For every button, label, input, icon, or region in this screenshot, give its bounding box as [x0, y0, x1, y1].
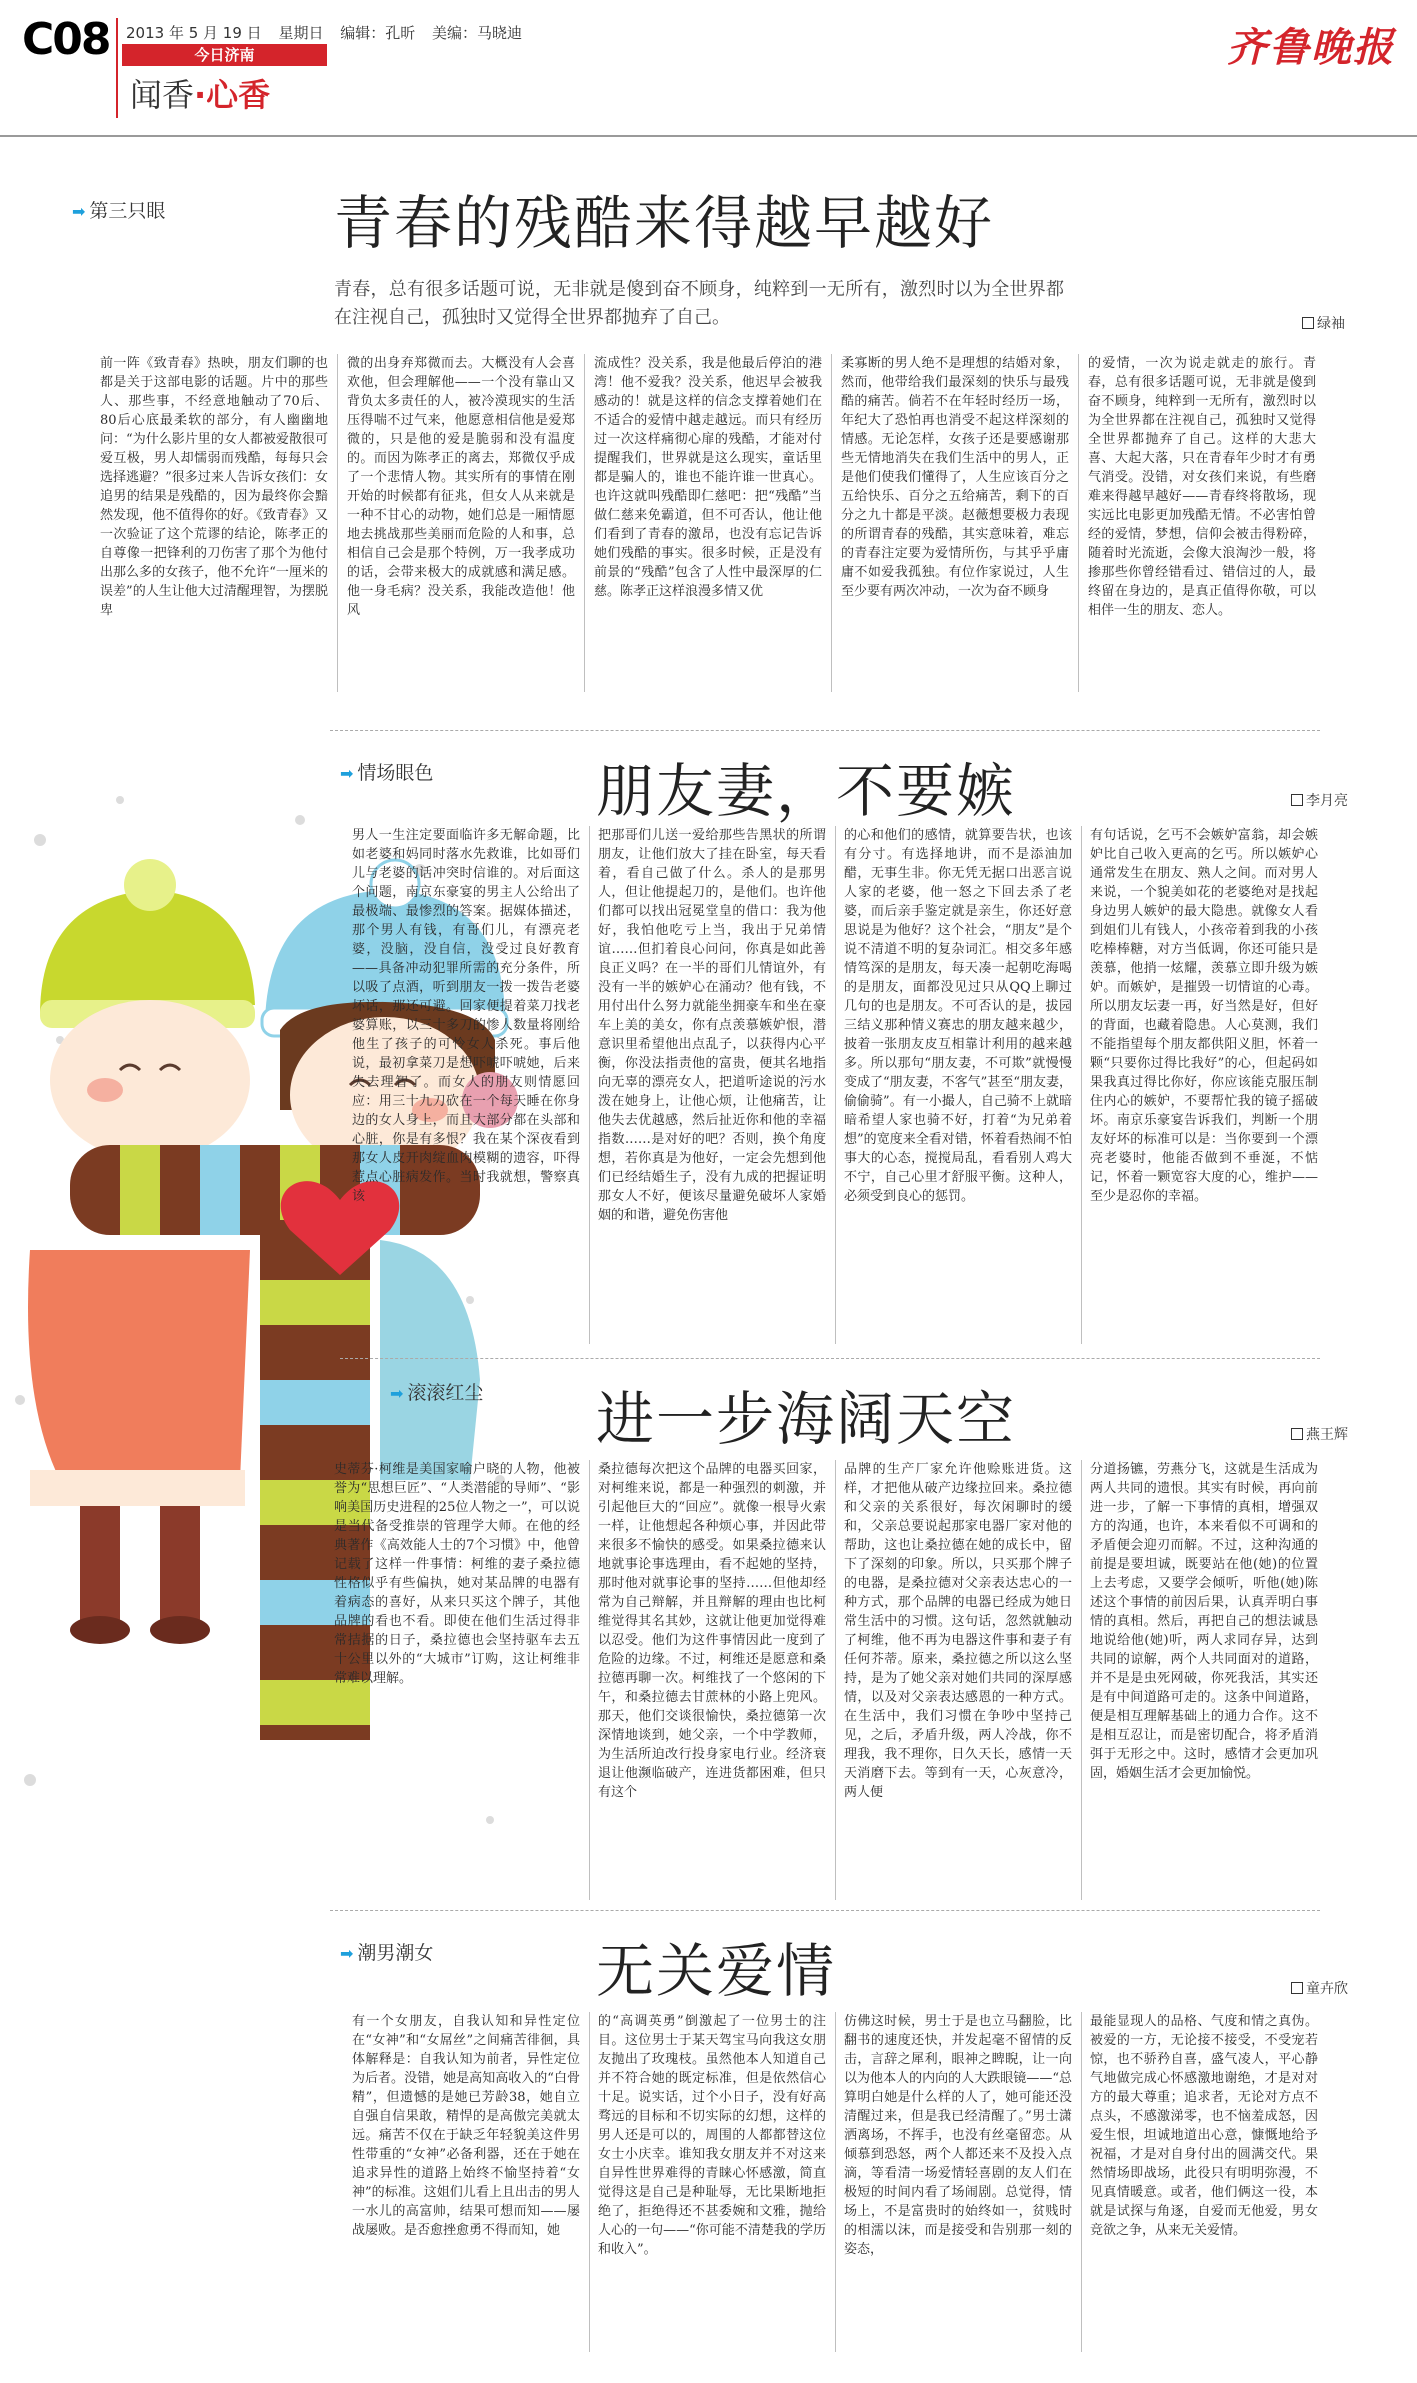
article-4-col-4: 最能显现人的品格、气度和情之真伪。被爱的一方，无论接不接受，不受宠若惊，也不骄矜自喜，盛气凌人，平心静气地做完成心怀感激地谢绝，才是对对方的最大尊重；追求者，无论对方点不点头，不感激涕零，也不恼羞成怒，因爱生恨，坦诚地道出心意，慷慨地给予祝福，才是对自身付出的圆满交代。果然情场即战场，此役只有明明弥漫，不见真情暖意。或者，他们俩这一役，本就是试探与角逐，自爱而无他爱，男女竞欲之争，从来无关爱情。	[1090, 2014, 1318, 2238]
article-3-title: 进一步海阔天空	[596, 1385, 1017, 1453]
article-3-column: ➡ 滚滚红尘	[390, 1382, 484, 1404]
article-divider	[330, 1910, 1320, 1911]
masthead-rule	[0, 135, 1417, 137]
issue-date: 2013 年 5 月 19 日	[126, 24, 262, 42]
column-divider	[1078, 354, 1079, 692]
article-2-col-1: 男人一生注定要面临许多无解命题，比如老婆和妈同时落水先救谁，比如哥们儿与老婆的话冲突时信谁的。对后面这个问题，南京东豪宴的男主人公给出了最极端、最惨烈的答案。据媒体描述，那个男人有钱，有哥们儿，有漂亮老婆，没脑，没自信，没受过良好教育——具备冲动犯罪所需的充分条件，所以吸了点酒，听到朋友一拨一拨告老婆坏话，那还可避。回家便提着菜刀找老婆算账，以三十多刀的惨人数量将刚给他生了孩子的可怜女人杀死。事后他说，最初拿菜刀是想吓唬吓唬她，后来失去理智了。而女人的朋友则情愿回应：用三十九刀砍在一个每天睡在你身边的女人身上，而且大部分都在头部和心脏，你是有多恨？我在某个深夜看到那女人皮开肉绽血肉模糊的遗容，吓得惹点心脏病发作。当时我就想，警察真该	[352, 828, 580, 1204]
article-3-col-2: 桑拉德每次把这个品牌的电器买回家，对柯维来说，都是一种强烈的刺激，并引起他巨大的“回应”。就像一根导火索一样，让他想起各种烦心事，并因此带来很多不愉快的感受。如果桑拉德来认地就事论事选理由，看不起她的坚持，那时他对就事论事的坚持……但他却经常为自己辩解，并且辩解的理由也比柯维觉得其名其妙，这就让他更加觉得难以忍受。他们为这件事情因此一度到了危险的边缘。不过，柯维还是愿意和桑拉德再聊一次。柯维找了一个悠闲的下午，和桑拉德去甘蔗林的小路上兜风。那天，他们交谈很愉快，桑拉德第一次深情地谈到，她父亲，一个中学教师，为生活所迫改行投身家电行业。经济衰退让他濒临破产，连进货都困难，但只有这个	[598, 1462, 826, 1800]
column-divider	[589, 826, 590, 1344]
article-3-col-1: 史蒂芬·柯维是美国家喻户晓的人物，他被誉为“思想巨匠”、“人类潜能的导师”、“影响美国历史进程的25位人物之一”，可以说是当代备受推崇的管理学大师。在他的经典著作《高效能人士的7个习惯》中，他曾记载了这样一件事情：柯维的妻子桑拉德性格似乎有些偏执，她对某品牌的电器有着病态的喜好，从来只买这个牌子，其他品牌的看也不看。即使在他们生活过得非常拮据的日子，桑拉德也会坚持驱车去五十公里以外的“大城市”订购，这让柯维非常难以理解。	[334, 1462, 580, 1686]
article-2-col-2: 把那哥们儿送一爱给那些告黑状的所谓朋友，让他们放大了挂在卧室，每天看着，看自己做了什么。杀人的是那男人，但让他提起刀的，是他们。也许他们都可以找出冠冕堂皇的借口：我为他好，我怕他吃亏上当，我出于兄弟情谊……但扪着良心问问，你真是如此善良正义吗？在一半的哥们儿情谊外，有没有一半的嫉妒心在涌动？他有钱，不用付出什么努力就能坐拥豪车和坐在豪车上美的美女，你有点羡慕嫉妒恨，潜意识里希望他出点乱子，以获得内心平衡，你没法指责他的富贵，便其名地指向无辜的漂亮女人，把道听途说的污水泼在她身上，让他心烦，让他痛苦，让他失去优越感，然后扯近你和他的幸福指数……是对好的吧？否则，换个角度想，若你真是为他好，一定会先想到他们已经结婚生子，没有九成的把握证明那女人不好，便该尽量避免破坏人家婚姻的和谐，避免伤害他	[598, 828, 826, 1223]
column-divider	[1081, 1460, 1082, 1900]
edition-label: 今日济南	[122, 44, 327, 66]
article-1-column: ➡ 第三只眼	[72, 200, 166, 222]
article-2-title: 朋友妻，不要嫉	[596, 757, 1017, 825]
article-4-col-3: 仿佛这时候，男士于是也立马翻脸，比翻书的速度还快，并发起毫不留情的反击，言辞之犀利，眼神之睥睨，让一向以为他本人的内向的人大跌眼镜——“总算明白她是什么样的人了，她可能还没清醒过来，但是我已经清醒了。”男士潇洒离场，不挥手，也没有丝毫留恋。从倾慕到恐怒，两个人都还来不及投入点滴，等看清一场爱情轻喜剧的友人们在极短的时间内看了场闹剧。总觉得，情场上，不是富贵时的始终如一，贫贱时的相濡以沫，而是接受和告别那一刻的姿态，	[844, 2014, 1072, 2257]
article-1-col-4: 柔寡断的男人绝不是理想的结婚对象，然而，他带给我们最深刻的快乐与最残酷的痛苦。倘若不在年轻时经历一场，年纪大了恐怕再也消受不起这样深刻的情感。无论怎样，女孩子还是要感谢那些无情地消失在我们生活中的男人，正是他们使我们懂得了，人生应该百分之五给快乐、百分之五给痛苦，剩下的百分之九十都是平淡。赵薇想要极力表现的所谓青春的残酷，其实意味着，难忘的青春注定要为爱情所伤，与其乎乎庸庸不如爱我孤独。有位作家说过，人生至少要有两次冲动，一次为奋不顾身	[841, 356, 1069, 599]
column-divider	[589, 2012, 590, 2352]
editor-credit: 编辑：孔昕	[340, 24, 416, 42]
arrow-icon: ➡	[340, 764, 354, 783]
issue-weekday: 星期日	[278, 24, 324, 42]
article-2-author: 李月亮	[1291, 790, 1348, 810]
arrow-icon: ➡	[340, 1944, 354, 1963]
article-1-col-1: 前一阵《致青春》热映，朋友们聊的也都是关于这部电影的话题。片中的那些人、那些事，不经意地触动了70后、80后心底最柔软的部分，有人幽幽地问：“为什么影片里的女人都被爱散很可爱互极，男人却懦弱而残酷，每每只会选择逃避？”很多过来人告诉女孩们：女追男的结果是残酷的，因为最终你会黯然发现，他不值得你的好。《致青春》又一次验证了这个荒谬的结论，陈孝正的自尊像一把锋利的刀伤害了那个为他付出那么多的女孩子，他不允许“一厘米的误差”的人生让他大过清醒理智，为摆脱卑	[100, 356, 328, 618]
designer-credit: 美编：马晓迪	[432, 24, 523, 42]
column-divider	[835, 1460, 836, 1900]
article-4-col-2: 的“高调英勇”倒激起了一位男士的注目。这位男士于某天驾宝马向我这女朋友抛出了玫瑰枝。虽然他本人知道自己并不符合她的既定标准，但是依然信心十足。说实话，过个小日子，没有好高骛远的目标和不切实际的幻想，这样的男人还是可以的，周围的人都都替这位女士小庆幸。谁知我女朋友并不对这来自异性世界难得的青睐心怀感激，简直觉得这是自己是种耻辱，无比果断地拒绝了，拒绝得还不甚委婉和文雅，抛给人心的一句——“你可能不清楚我的学历和收入”。	[598, 2014, 826, 2257]
article-2-col-4: 有句话说，乞丐不会嫉妒富翁，却会嫉妒比自己收入更高的乞丐。所以嫉妒心通常发生在朋友、熟人之间。而对男人来说，一个貌美如花的老婆绝对是找起身边男人嫉妒的最大隐患。就像女人看到姐们儿有钱人，小孩帝着到我的小孩吃棒棒糖，对方当低调，你还可能只是羡慕，他捎一炫耀，羡慕立即升级为嫉妒。而嫉妒，是摧毁一切情谊的心毒。所以朋友坛妻一再，好当然是好，但好的背面，也藏着隐患。人心莫测，我们不能指望每个朋友都供阳义胆，怀着一颗“只要你过得比我好”的心，但起码如果我真过得比你好，你应该能克服压制住内心的嫉妒，不要帮忙我的镜子摇破坏。南京乐豪宴告诉我们，判断一个朋友好坏的标准可以是：当你要到一个漂亮老婆时，他能否做到不垂涎，不惦记，怀着一颗宽容大度的心，维护——至少是忍你的幸福。	[1090, 828, 1318, 1204]
article-1-col-2: 微的出身弃郑微而去。大概没有人会喜欢他，但会理解他——一个没有靠山又背负太多责任的人，被冷漠现实的生活压得喘不过气来，他愿意相信他是爱郑微的，只是他的爱是脆弱和没有温度的。而因为陈孝正的离去，郑微仅乎成了一个悲情人物。其实所有的事情在刚开始的时候都有征兆，但女人从来就是一种不甘心的动物，她们总是一厢情愿地去挑战那些美丽而危险的人和事，总相信自己会是那个特例，万一我孝成功的话，会带来极大的成就感和满足感。他一身毛病？没关系，我能改造他！他风	[347, 356, 575, 618]
article-4-title: 无关爱情	[596, 1937, 837, 2005]
column-divider	[584, 354, 585, 692]
page-meta	[126, 22, 534, 43]
column-divider	[1081, 826, 1082, 1344]
article-1-col-5: 的爱情，一次为说走就走的旅行。青春，总有很多话题可说，无非就是傻到奋不顾身，纯粹到一无所有，激烈时以为全世界都在注视自己，孤独时又觉得全世界都抛弃了自己。这样的大悲大喜、大起大落，只在青春年少时才有勇气消受。没错，对女孩们来说，有些磨难来得越早越好——青春终将散场，现实远比电影更加残酷无情。不必害怕曾经的爱情，梦想，信仰会被击得粉碎，随着时光流逝，会像大浪淘沙一般，将掺那些你曾经错看过、错信过的人，最终留在身边的，是真正值得你敬，可以相伴一生的朋友、恋人。	[1088, 356, 1316, 618]
section-title-part2: 心香	[206, 76, 271, 114]
arrow-icon: ➡	[390, 1384, 404, 1403]
article-2-col-3: 的心和他们的感情，就算要告状，也该有分寸。有选择地讲，而不是添油加醋，无事生非。你无凭无据口出恶言说人家的老婆，他一怒之下回去杀了老婆，而后亲手鉴定就是亲生，你还好意思说是为他好？这个社会，“朋友”是个说不清道不明的复杂词汇。相交多年感情笃深的是朋友，每天凑一起朝吃海喝的是朋友，面都没见过只从QQ上聊过几句的也是朋友。不可否认的是，拔园三结义那种情义赛忠的朋友越来越少，披着一张朋友皮互相靠计利用的越来越多。所以那句“朋友妻，不可欺”就慢慢变成了“朋友妻，不客气”甚至“朋友妻，偷偷骑”。有一小撮人，自己骑不上就暗暗希望人家也骑不好，打着“为兄弟着想”的宽度来全看对错，怀着看热闹不怕事大的心态，搅搅局乱，看看别人鸡大不宁，自己心里才舒服平衡。这种人，必须受到良心的惩罚。	[844, 828, 1072, 1204]
section-title	[130, 70, 270, 116]
page-number: C08	[22, 14, 110, 65]
article-1-col-3: 流成性？没关系，我是他最后停泊的港湾！他不爱我？没关系，他迟早会被我感动的！就是这样的信念支撑着她们在不适合的爱情中越走越远。而只有经历过一次这样痛彻心扉的残酷，才能对付提醒我们，世界就是这么现实，童话里都是骗人的，谁也不能许谁一世真心。也许这就叫残酷即仁慈吧：把“残酷”当做仁慈来免霸道，但不可否认，他让他们看到了青春的激昂，也没有忘记告诉她们残酷的事实。很多时候，正是没有前景的“残酷”包含了人性中最深厚的仁慈。陈孝正这样浪漫多情又优	[594, 356, 822, 599]
article-divider	[330, 730, 1320, 731]
article-4-author: 童卉欣	[1291, 1978, 1348, 1998]
section-title-dot: ·	[194, 76, 207, 114]
newspaper-logo: 齐鲁晚报	[1227, 24, 1395, 71]
section-title-part1: 闻香	[130, 76, 195, 114]
column-divider	[831, 354, 832, 692]
article-4-column: ➡ 潮男潮女	[340, 1942, 434, 1964]
article-3-author: 燕王辉	[1291, 1424, 1348, 1444]
column-divider	[1081, 2012, 1082, 2352]
article-4-col-1: 有一个女朋友，自我认知和异性定位在“女神”和“女屌丝”之间痛苦徘徊，具体解释是：自我认知为前者，异性定位为后者。没错，她是高知高收入的“白骨精”，但遗憾的是她已芳龄38，她自立自强自信果敢，精悍的是高傲完美就太远。痛苦不仅在于缺乏年轻貌美这件男性带重的“女神”必备利器，还在于她在追求异性的道路上始终不愉坚持着“女神”的标准。这姐们儿看上且出击的男人一水儿的高富帅，结果可想而知——屡战屡败。是否愈挫愈勇不得而知，她	[352, 2014, 580, 2238]
article-divider	[340, 1358, 1320, 1359]
column-divider	[589, 1460, 590, 1900]
column-divider	[835, 2012, 836, 2352]
arrow-icon: ➡	[72, 202, 86, 221]
masthead-divider	[116, 18, 118, 118]
article-3-col-3: 品牌的生产厂家允许他赊账进货。这样，才把他从破产边缘拉回来。桑拉德和父亲的关系很好，每次闲聊时的缓和，父亲总要说起那家电器厂家对他的帮助，这也让桑拉德在她的成长中，留下了深刻的印象。所以，只买那个牌子的电器，是桑拉德对父亲表达忠心的一种方式，那个品牌的电器已经成为她日常生活中的习惯。这句话，忽然就触动了柯维，他不再为电器这件事和妻子有任何芥蒂。原来，桑拉德之所以这么坚持，是为了她父亲对她们共同的深厚感情，以及对父亲表达感恩的一种方式。在生活中，我们习惯在争吵中坚持己见，之后，矛盾升级，两人冷战，你不理我，我不理你，日久天长，感情一天天消磨下去。等到有一天，心灰意冷，两人便	[844, 1462, 1072, 1800]
article-3-col-4: 分道扬镳，劳燕分飞，这就是生活成为两人共同的遗恨。其实有时候，再向前进一步，了解一下事情的真相，增强双方的沟通，也许，本来看似不可调和的矛盾便会迎刃而解。不过，这种沟通的前提是要坦诚，既要站在他(她)的位置上去考虑，又要学会倾听，听他(她)陈述这个事情的前因后果，认真弄明白事情的真相。然后，再把自己的想法诚恳地说给他(她)听，两人求同存异，达到共同的谅解，两个人共同面对的道路，并不是是虫死网破，你死我活，其实还是有中间道路可走的。这条中间道路，便是相互理解基础上的通力合作。这不是相互忍让，而是密切配合，将矛盾消弭于无形之中。这时，感情才会更加巩固，婚姻生活才会更加愉悦。	[1090, 1462, 1318, 1781]
column-divider	[337, 354, 338, 692]
article-2-column: ➡ 情场眼色	[340, 762, 434, 784]
article-1-dek: 青春，总有很多话题可说，无非就是傻到奋不顾身，纯粹到一无所有，激烈时以为全世界都在注视自己，孤独时又觉得全世界都抛弃了自己。	[334, 279, 1064, 328]
article-1-title: 青春的残酷来得越早越好	[334, 189, 995, 257]
column-divider	[835, 826, 836, 1344]
article-1-author: 绿袖	[1302, 313, 1345, 333]
